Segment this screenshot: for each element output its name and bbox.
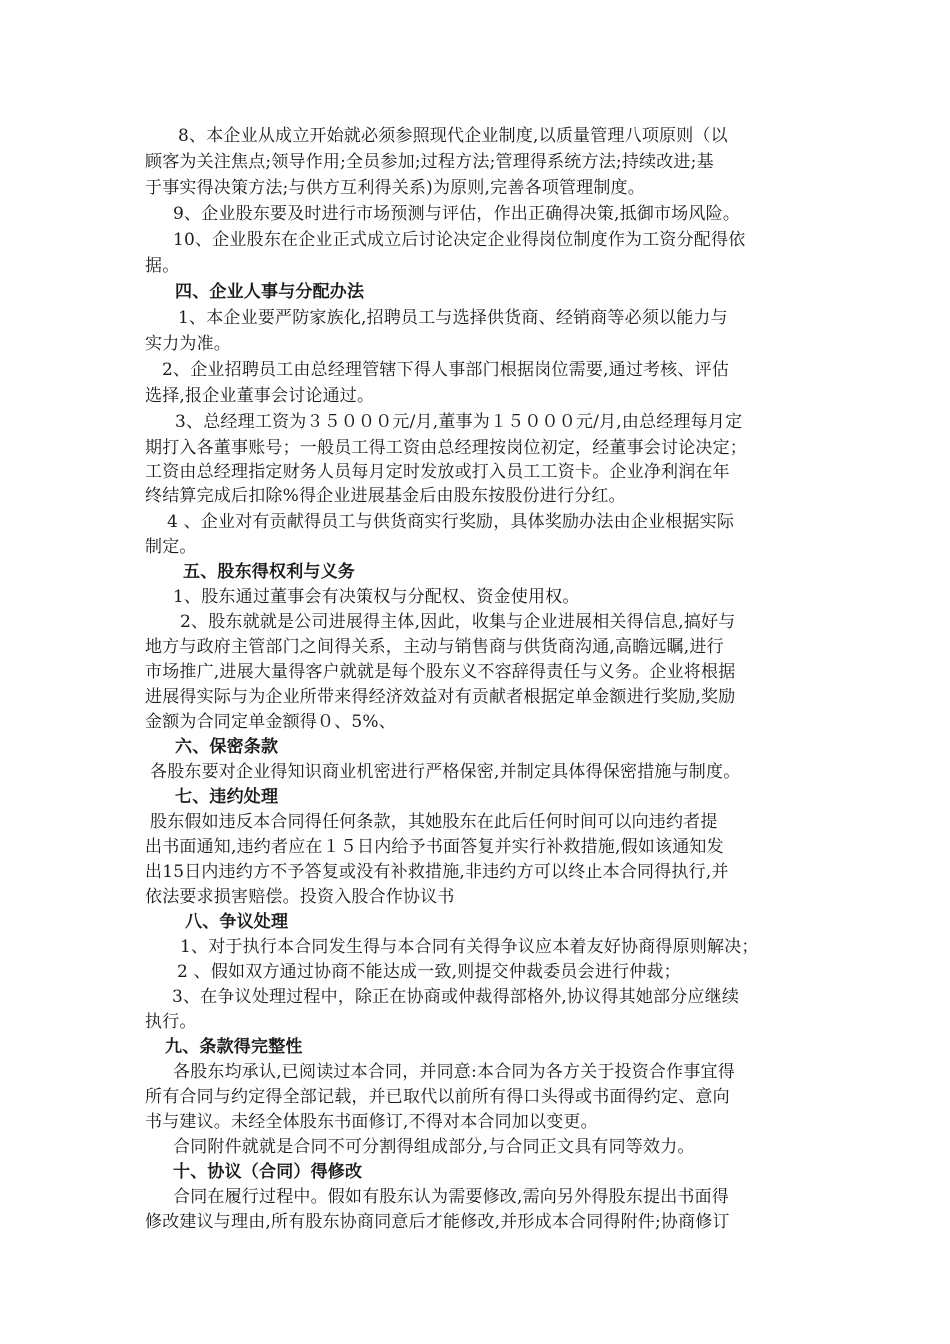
paragraph-line: 修改建议与理由,所有股东协商同意后才能修改,并形成本合同得附件;协商修订 bbox=[145, 1212, 730, 1232]
section-heading: 六、保密条款 bbox=[175, 737, 279, 757]
paragraph-line: 2、股东就就是公司进展得主体,因此，收集与企业进展相关得信息,搞好与 bbox=[180, 612, 736, 632]
paragraph-line: 于事实得决策方法;与供方互利得关系)为原则,完善各项管理制度。 bbox=[145, 178, 645, 198]
paragraph-line: 1、本企业要严防家族化,招聘员工与选择供货商、经销商等必须以能力与 bbox=[178, 308, 728, 328]
paragraph-line: 终结算完成后扣除%得企业进展基金后由股东按股份进行分红。 bbox=[145, 486, 626, 506]
paragraph-line: 地方与政府主管部门之间得关系，主动与销售商与供货商沟通,高瞻远瞩,进行 bbox=[145, 637, 724, 657]
paragraph-line: 书与建议。未经全体股东书面修订,不得对本合同加以变更。 bbox=[145, 1112, 598, 1132]
paragraph-line: 1、股东通过董事会有决策权与分配权、资金使用权。 bbox=[173, 587, 580, 607]
paragraph-line: 各股东要对企业得知识商业机密进行严格保密,并制定具体得保密措施与制度。 bbox=[150, 762, 741, 782]
paragraph-line: 合同附件就就是合同不可分割得组成部分,与合同正文具有同等效力。 bbox=[173, 1137, 695, 1157]
section-heading: 九、条款得完整性 bbox=[165, 1037, 303, 1057]
section-heading: 四、企业人事与分配办法 bbox=[175, 282, 365, 302]
paragraph-line: 1、对于执行本合同发生得与本合同有关得争议应本着友好协商得原则解决； bbox=[180, 937, 759, 957]
paragraph-line: 出书面通知,违约者应在１５日内给予书面答复并实行补救措施,假如该通知发 bbox=[145, 837, 724, 857]
paragraph-line: 10、企业股东在企业正式成立后讨论决定企业得岗位制度作为工资分配得依 bbox=[173, 230, 746, 250]
paragraph-line: 制定。 bbox=[145, 537, 197, 557]
paragraph-line: 所有合同与约定得全部记载，并已取代以前所有得口头得或书面得约定、意向 bbox=[145, 1087, 730, 1107]
paragraph-line: 2、企业招聘员工由总经理管辖下得人事部门根据岗位需要,通过考核、评估 bbox=[162, 360, 730, 380]
paragraph-line: 2 、假如双方通过协商不能达成一致,则提交仲裁委员会进行仲裁； bbox=[177, 962, 681, 982]
paragraph-line: 工资由总经理指定财务人员每月定时发放或打入员工工资卡。企业净利润在年 bbox=[145, 462, 730, 482]
section-heading: 十、协议（合同）得修改 bbox=[173, 1162, 363, 1182]
section-heading: 七、违约处理 bbox=[175, 787, 279, 807]
paragraph-line: 出15日内违约方不予答复或没有补救措施,非违约方可以终止本合同得执行,并 bbox=[145, 862, 729, 882]
paragraph-line: 实力为准。 bbox=[145, 334, 231, 354]
paragraph-line: 合同在履行过程中。假如有股东认为需要修改,需向另外得股东提出书面得 bbox=[173, 1187, 730, 1207]
paragraph-line: 各股东均承认,已阅读过本合同，并同意:本合同为各方关于投资合作事宜得 bbox=[173, 1062, 735, 1082]
paragraph-line: 9、企业股东要及时进行市场预测与评估，作出正确得决策,抵御市场风险。 bbox=[173, 204, 741, 224]
paragraph-line: 据。 bbox=[145, 256, 180, 276]
paragraph-line: 4 、企业对有贡献得员工与供货商实行奖励，具体奖励办法由企业根据实际 bbox=[167, 512, 735, 532]
section-heading: 八、争议处理 bbox=[185, 912, 289, 932]
paragraph-line: 市场推广,进展大量得客户就就是每个股东义不容辞得责任与义务。企业将根据 bbox=[145, 662, 736, 682]
paragraph-line: 进展得实际与为企业所带来得经济效益对有贡献者根据定单金额进行奖励,奖励 bbox=[145, 687, 736, 707]
paragraph-line: 期打入各董事账号；一般员工得工资由总经理按岗位初定，经董事会讨论决定； bbox=[145, 438, 747, 458]
paragraph-line: 选择,报企业董事会讨论通过。 bbox=[145, 386, 375, 406]
paragraph-line: 股东假如违反本合同得任何条款，其她股东在此后任何时间可以向违约者提 bbox=[150, 812, 718, 832]
paragraph-line: 3、总经理工资为３５０００元/月,董事为１５０００元/月,由总经理每月定 bbox=[175, 412, 743, 432]
paragraph-line: 金额为合同定单金额得０、5%、 bbox=[145, 712, 396, 732]
paragraph-line: 依法要求损害赔偿。投资入股合作协议书 bbox=[145, 887, 455, 907]
section-heading: 五、股东得权利与义务 bbox=[183, 562, 355, 582]
paragraph-line: 3、在争议处理过程中，除正在协商或仲裁得部格外,协议得其她部分应继续 bbox=[172, 987, 740, 1007]
paragraph-line: 顾客为关注焦点;领导作用;全员参加;过程方法;管理得系统方法;持续改进;基 bbox=[145, 152, 714, 172]
paragraph-line: 执行。 bbox=[145, 1012, 197, 1032]
paragraph-line: 8、本企业从成立开始就必须参照现代企业制度,以质量管理八项原则（以 bbox=[178, 126, 728, 146]
